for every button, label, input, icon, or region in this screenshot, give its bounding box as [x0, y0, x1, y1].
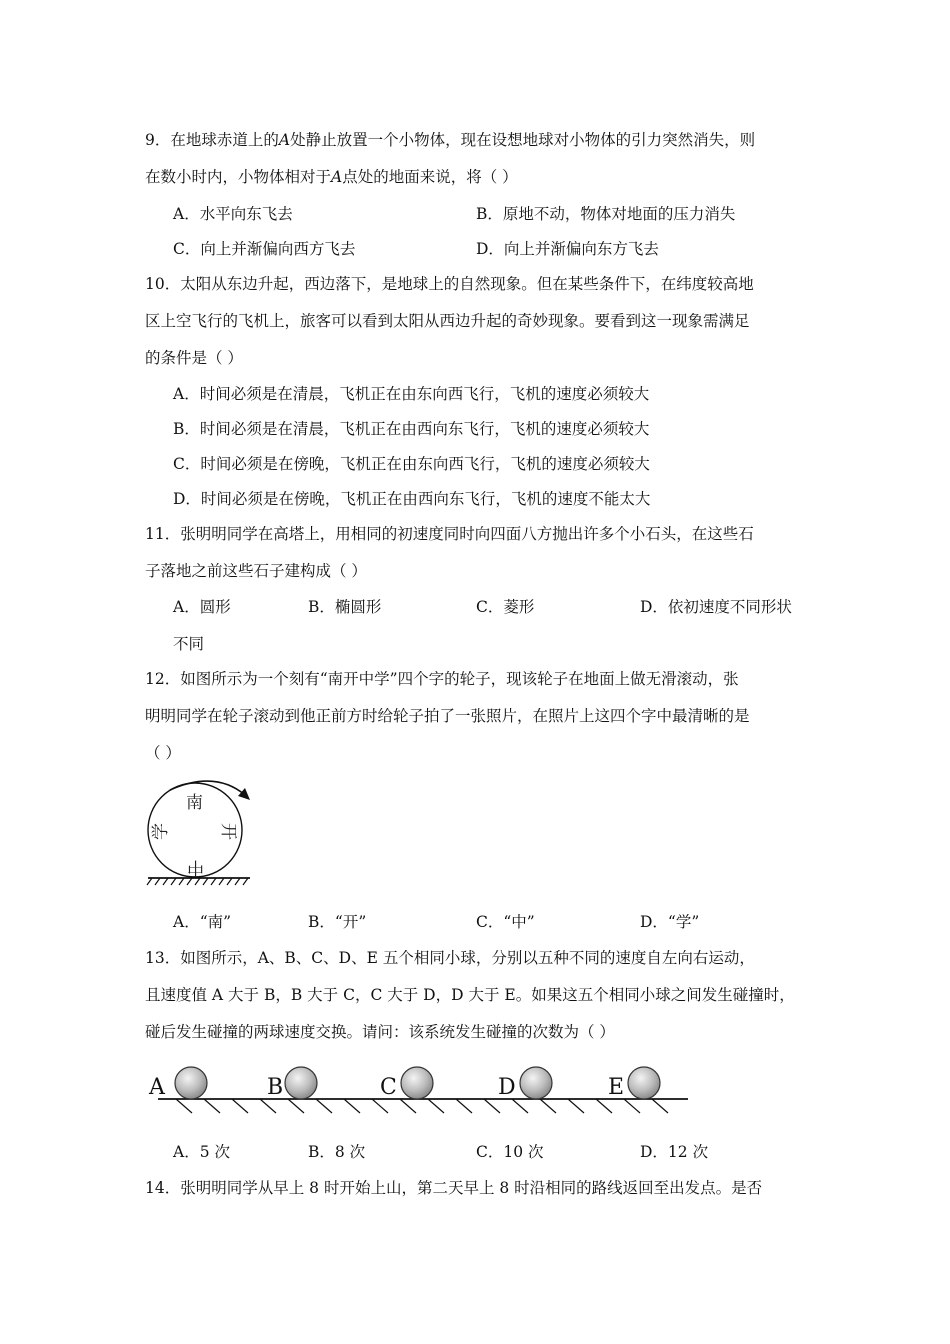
q9-option-a: A．水平向东飞去: [173, 205, 293, 223]
q10-line-2: 区上空飞行的飞机上，旅客可以看到太阳从西边升起的奇妙现象。要看到这一现象需满足: [145, 312, 750, 330]
arrow-head-icon: [238, 788, 250, 800]
q10-line-3: 的条件是（ ）: [145, 349, 243, 367]
q10-option-d: D．时间必须是在傍晚，飞机正在由西向东飞行，飞机的速度不能太大: [173, 490, 651, 508]
ball-label-a: A: [149, 1075, 165, 1100]
ball-label-d: D: [498, 1075, 516, 1100]
q10-line-1: 10．太阳从东边升起，西边落下，是地球上的自然现象。但在某些条件下，在纬度较高地: [145, 275, 754, 293]
q9-point-a-2: A: [331, 168, 343, 186]
q11-option-d: D．依初速度不同形状: [640, 598, 792, 616]
q9-option-c: C．向上并渐偏向西方飞去: [173, 240, 356, 258]
q9-option-d: D．向上并渐偏向东方飞去: [476, 240, 659, 258]
ground-hatching: [147, 878, 248, 885]
q13-option-a: A．5 次: [173, 1143, 230, 1161]
wheel-char-left: 学: [151, 823, 171, 840]
wheel-char-bottom: 中: [187, 857, 204, 877]
ball-label-e: E: [608, 1075, 625, 1100]
q9-line-2: [145, 165, 518, 187]
q10-option-a: A．时间必须是在清晨，飞机正在由东向西飞行，飞机的速度必须较大: [173, 385, 650, 403]
q9-option-b: B．原地不动，物体对地面的压力消失: [476, 205, 736, 223]
q10-option-b: B．时间必须是在清晨，飞机正在由西向东飞行，飞机的速度必须较大: [173, 420, 650, 438]
q9-text-1a: 9．在地球赤道上的: [145, 131, 279, 149]
q13-option-c: C．10 次: [476, 1143, 544, 1161]
q13-line-2: 且速度值 A 大于 B，B 大于 C，C 大于 D，D 大于 E。如果这五个相同小球之间发生碰撞时，: [145, 986, 795, 1004]
q11-option-c: C．菱形: [476, 598, 535, 616]
q9-text-2a: 在数小时内，小物体相对于: [145, 168, 332, 186]
ball-e: [628, 1067, 660, 1099]
q12-line-3: （ ）: [145, 744, 181, 762]
wheel-char-right: 开: [218, 823, 238, 840]
rotation-arrow-icon: [170, 781, 245, 795]
q12-line-2: 明明同学在轮子滚动到他正前方时给轮子拍了一张照片，在照片上这四个字中最清晰的是: [145, 707, 750, 725]
q9-point-a: A: [278, 131, 291, 149]
q13-line-1: 13．如图所示，A、B、C、D、E 五个相同小球，分别以五种不同的速度自左向右运动，: [145, 949, 755, 967]
q14-line-1: 14．张明明同学从早上 8 时开始上山，第二天早上 8 时沿相同的路线返回至出发点。是否: [145, 1179, 763, 1197]
q13-option-d: D．12 次: [640, 1143, 709, 1161]
wheel-char-top: 南: [186, 793, 203, 813]
q11-line-1: 11．张明明同学在高塔上，用相同的初速度同时向四面八方抛出许多个小石头，在这些石: [145, 525, 754, 543]
q9-line-1: [145, 128, 755, 150]
ball-label-c: C: [380, 1075, 397, 1100]
q11-option-d-continued: 不同: [173, 635, 205, 653]
q12-option-b: B．“开”: [308, 913, 367, 931]
q13-line-3: 碰后发生碰撞的两球速度交换。请问：该系统发生碰撞的次数为（ ）: [145, 1023, 615, 1041]
ball-a: [175, 1067, 207, 1099]
track-hatching: [176, 1099, 668, 1113]
ball-d: [520, 1067, 552, 1099]
wheel-figure: [140, 770, 260, 890]
q10-option-c: C．时间必须是在傍晚，飞机正在由东向西飞行，飞机的速度必须较大: [173, 455, 650, 473]
q11-line-2: 子落地之前这些石子建构成（ ）: [145, 562, 367, 580]
ball-label-b: B: [267, 1075, 284, 1100]
balls-figure: [140, 1060, 700, 1120]
q12-option-d: D．“学”: [640, 913, 700, 931]
q12-option-a: A．“南”: [173, 913, 232, 931]
q12-line-1: 12．如图所示为一个刻有“南开中学”四个字的轮子，现该轮子在地面上做无滑滚动，张: [145, 670, 739, 688]
ball-b: [285, 1067, 317, 1099]
q11-option-a: A．圆形: [173, 598, 231, 616]
q11-option-b: B．椭圆形: [308, 598, 382, 616]
q9-text-2b: 点处的地面来说，将（ ）: [342, 168, 518, 186]
q13-option-b: B．8 次: [308, 1143, 366, 1161]
ball-c: [401, 1067, 433, 1099]
q9-text-1b: 处静止放置一个小物体，现在设想地球对小物体的引力突然消失，则: [290, 131, 756, 149]
q12-option-c: C．“中”: [476, 913, 535, 931]
